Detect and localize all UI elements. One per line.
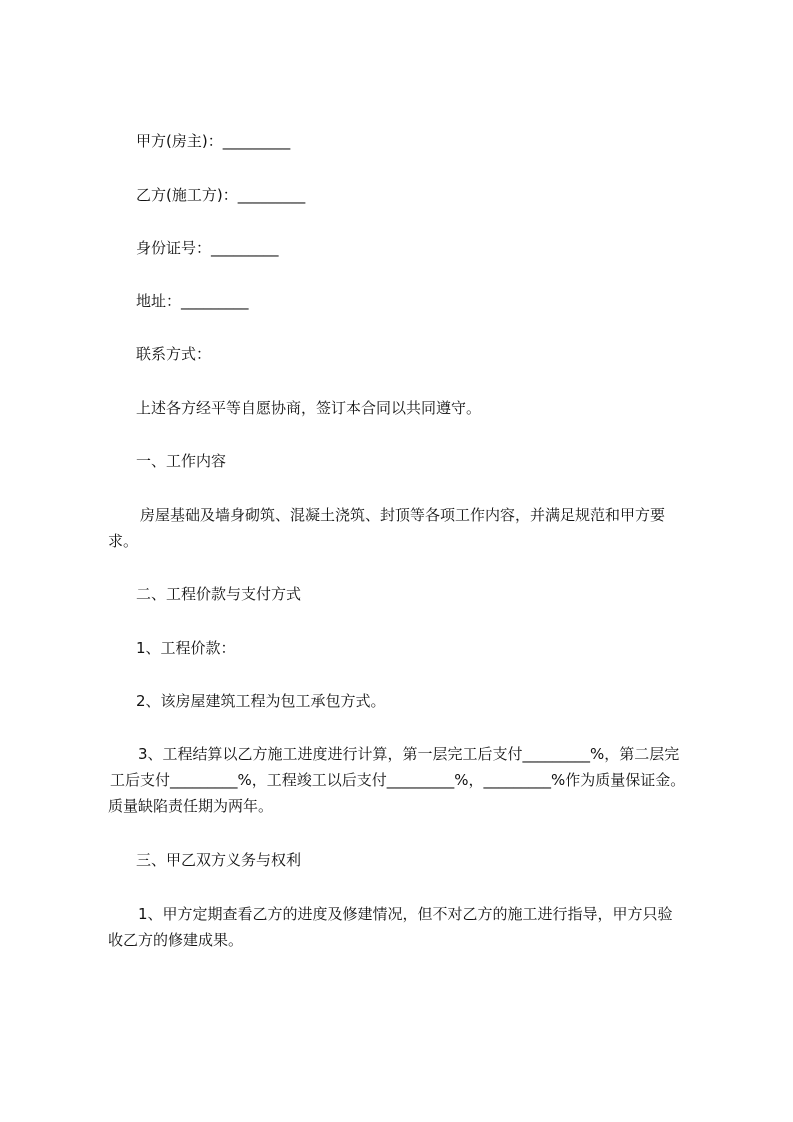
section-3-item-1-line: 收乙方的修建成果。 — [108, 931, 244, 949]
id-number-line: 身份证号：_________ — [136, 239, 279, 257]
party-b-line: 乙方(施工方)：_________ — [136, 186, 306, 204]
section-2-item-2: 2、该房屋建筑工程为包工承包方式。 — [136, 692, 386, 710]
section-3-item-1-line: 1、甲方定期查看乙方的进度及修建情况，但不对乙方的施工进行指导，甲方只验 — [138, 905, 673, 923]
party-a-line: 甲方(房主)：_________ — [136, 132, 291, 150]
section-3-item-1 — [108, 901, 720, 953]
section-2-item-3-line: 工后支付_________%，工程竣工以后支付_________%，_________%作为质量保证金。 — [110, 771, 686, 789]
section-1-body-line: 求。 — [108, 532, 139, 550]
address-line: 地址：_________ — [136, 292, 249, 310]
section-1-body-line: 房屋基础及墙身砌筑、混凝土浇筑、封顶等各项工作内容，并满足规范和甲方要 — [140, 506, 666, 524]
agreement-statement: 上述各方经平等自愿协商，签订本合同以共同遵守。 — [136, 399, 482, 417]
section-2-title: 二、工程价款与支付方式 — [136, 585, 302, 603]
section-1-body — [108, 502, 720, 554]
section-2-item-3 — [108, 741, 720, 819]
contact-line: 联系方式： — [136, 345, 212, 363]
section-3-title: 三、甲乙双方义务与权利 — [136, 851, 302, 869]
section-2-item-1: 1、工程价款： — [136, 639, 236, 657]
section-2-item-3-line: 3、工程结算以乙方施工进度进行计算，第一层完工后支付_________%，第二层完 — [138, 745, 680, 763]
section-2-item-3-line: 质量缺陷责任期为两年。 — [108, 797, 274, 815]
section-1-title: 一、工作内容 — [136, 452, 227, 470]
